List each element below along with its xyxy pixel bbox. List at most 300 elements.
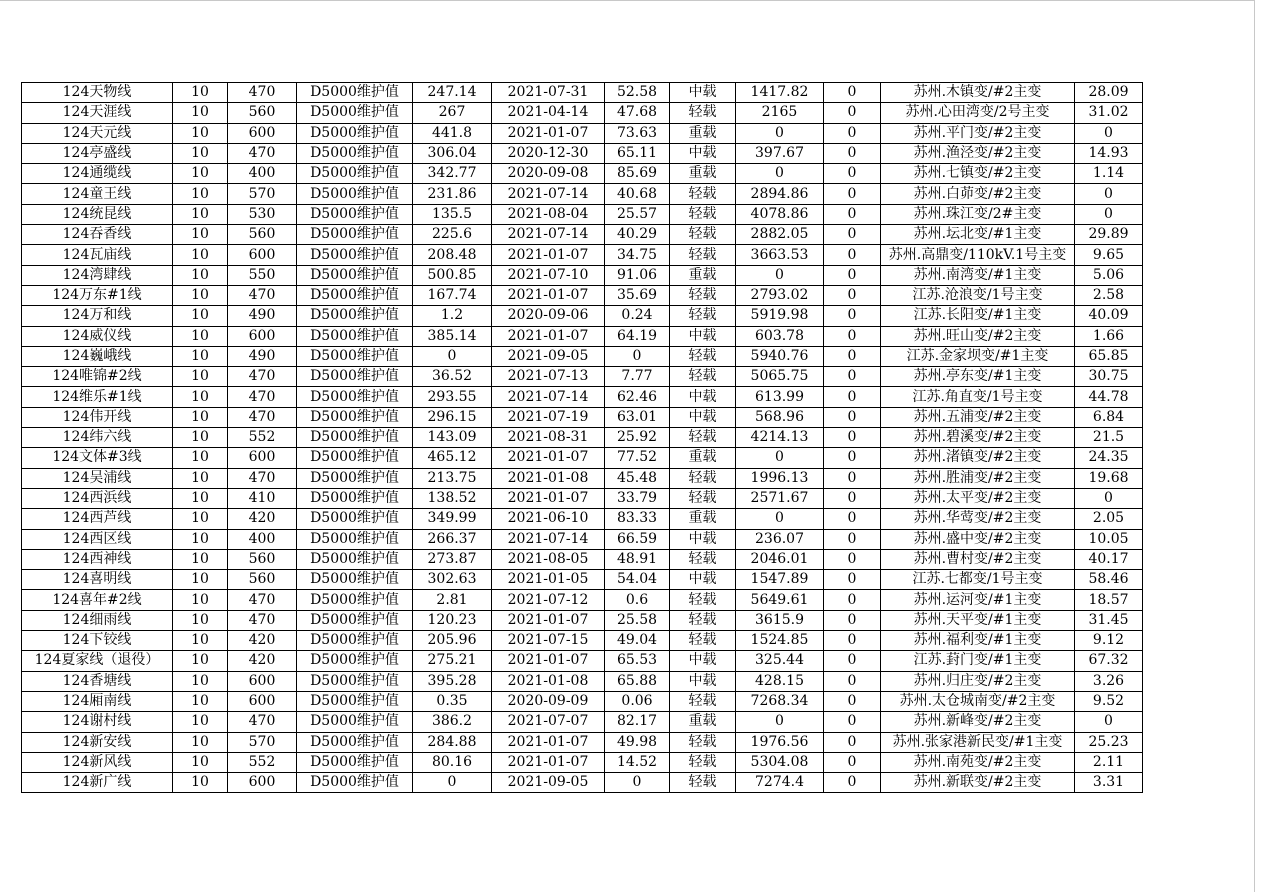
cell-voltage: 10 xyxy=(173,712,228,732)
cell-load-status: 重载 xyxy=(670,712,736,732)
cell-load-value: 293.55 xyxy=(413,387,492,407)
cell-margin: 5649.61 xyxy=(736,590,824,610)
table-row xyxy=(22,752,1143,772)
cell-zero-col: 0 xyxy=(824,387,881,407)
cell-margin: 397.67 xyxy=(736,143,824,163)
cell-line-name: 124通缆线 xyxy=(22,164,173,184)
cell-ratio: 40.09 xyxy=(1075,306,1143,326)
cell-zero-col: 0 xyxy=(824,651,881,671)
cell-source: D5000维护值 xyxy=(297,123,413,143)
cell-load-rate: 65.88 xyxy=(605,671,670,691)
cell-load-value: 267 xyxy=(413,103,492,123)
cell-substation: 江苏.七都变/1号主变 xyxy=(881,570,1075,590)
cell-substation: 苏州.盛中变/#2主变 xyxy=(881,529,1075,549)
cell-line-name: 124夏家线（退役） xyxy=(22,651,173,671)
cell-capacity: 400 xyxy=(228,164,297,184)
cell-load-value: 385.14 xyxy=(413,326,492,346)
cell-zero-col: 0 xyxy=(824,712,881,732)
cell-line-name: 124厢南线 xyxy=(22,691,173,711)
cell-substation: 苏州.张家港新民变/#1主变 xyxy=(881,732,1075,752)
cell-margin: 5919.98 xyxy=(736,306,824,326)
cell-load-rate: 49.98 xyxy=(605,732,670,752)
cell-date: 2021-01-07 xyxy=(492,285,605,305)
cell-source: D5000维护值 xyxy=(297,184,413,204)
cell-substation: 苏州.渔泾变/#2主变 xyxy=(881,143,1075,163)
cell-margin: 2882.05 xyxy=(736,225,824,245)
cell-margin: 0 xyxy=(736,164,824,184)
cell-zero-col: 0 xyxy=(824,326,881,346)
cell-date: 2021-09-05 xyxy=(492,346,605,366)
cell-load-status: 轻载 xyxy=(670,285,736,305)
cell-load-rate: 64.19 xyxy=(605,326,670,346)
cell-load-status: 轻载 xyxy=(670,691,736,711)
cell-load-status: 轻载 xyxy=(670,488,736,508)
cell-date: 2021-01-07 xyxy=(492,732,605,752)
cell-date: 2021-01-07 xyxy=(492,488,605,508)
cell-line-name: 124伟开线 xyxy=(22,407,173,427)
cell-load-rate: 40.68 xyxy=(605,184,670,204)
cell-margin: 1976.56 xyxy=(736,732,824,752)
cell-date: 2021-07-07 xyxy=(492,712,605,732)
cell-ratio: 0 xyxy=(1075,712,1143,732)
cell-voltage: 10 xyxy=(173,488,228,508)
table-row xyxy=(22,549,1143,569)
cell-load-rate: 47.68 xyxy=(605,103,670,123)
cell-load-status: 轻载 xyxy=(670,346,736,366)
cell-date: 2021-01-05 xyxy=(492,570,605,590)
cell-substation: 苏州.华莺变/#2主变 xyxy=(881,509,1075,529)
cell-ratio: 19.68 xyxy=(1075,468,1143,488)
cell-ratio: 9.12 xyxy=(1075,631,1143,651)
cell-margin: 4078.86 xyxy=(736,204,824,224)
cell-substation: 苏州.渚镇变/#2主变 xyxy=(881,448,1075,468)
cell-load-value: 205.96 xyxy=(413,631,492,651)
cell-substation: 苏州.新联变/#2主变 xyxy=(881,773,1075,793)
cell-date: 2020-12-30 xyxy=(492,143,605,163)
cell-substation: 苏州.南湾变/#1主变 xyxy=(881,265,1075,285)
cell-source: D5000维护值 xyxy=(297,509,413,529)
cell-load-rate: 66.59 xyxy=(605,529,670,549)
cell-substation: 苏州.木镇变/#2主变 xyxy=(881,83,1075,103)
cell-capacity: 530 xyxy=(228,204,297,224)
cell-capacity: 600 xyxy=(228,448,297,468)
cell-ratio: 9.52 xyxy=(1075,691,1143,711)
cell-margin: 2793.02 xyxy=(736,285,824,305)
cell-zero-col: 0 xyxy=(824,732,881,752)
cell-margin: 0 xyxy=(736,123,824,143)
cell-load-value: 36.52 xyxy=(413,367,492,387)
cell-substation: 苏州.运河变/#1主变 xyxy=(881,590,1075,610)
cell-line-name: 124西浜线 xyxy=(22,488,173,508)
cell-voltage: 10 xyxy=(173,631,228,651)
cell-source: D5000维护值 xyxy=(297,164,413,184)
cell-substation: 苏州.坛北变/#1主变 xyxy=(881,225,1075,245)
cell-capacity: 560 xyxy=(228,570,297,590)
cell-voltage: 10 xyxy=(173,245,228,265)
cell-capacity: 600 xyxy=(228,773,297,793)
cell-zero-col: 0 xyxy=(824,225,881,245)
cell-substation: 苏州.曹村变/#2主变 xyxy=(881,549,1075,569)
cell-substation: 江苏.沧浪变/1号主变 xyxy=(881,285,1075,305)
cell-margin: 603.78 xyxy=(736,326,824,346)
cell-ratio: 3.26 xyxy=(1075,671,1143,691)
cell-margin: 4214.13 xyxy=(736,428,824,448)
cell-capacity: 560 xyxy=(228,103,297,123)
cell-capacity: 470 xyxy=(228,610,297,630)
cell-load-status: 重载 xyxy=(670,123,736,143)
cell-zero-col: 0 xyxy=(824,448,881,468)
cell-load-rate: 33.79 xyxy=(605,488,670,508)
cell-source: D5000维护值 xyxy=(297,468,413,488)
cell-margin: 0 xyxy=(736,509,824,529)
cell-voltage: 10 xyxy=(173,529,228,549)
cell-ratio: 2.05 xyxy=(1075,509,1143,529)
table-row xyxy=(22,732,1143,752)
cell-load-rate: 45.48 xyxy=(605,468,670,488)
table-row xyxy=(22,285,1143,305)
cell-margin: 5940.76 xyxy=(736,346,824,366)
cell-ratio: 28.09 xyxy=(1075,83,1143,103)
cell-capacity: 600 xyxy=(228,123,297,143)
cell-ratio: 67.32 xyxy=(1075,651,1143,671)
cell-capacity: 470 xyxy=(228,143,297,163)
cell-capacity: 470 xyxy=(228,387,297,407)
cell-source: D5000维护值 xyxy=(297,651,413,671)
cell-load-value: 120.23 xyxy=(413,610,492,630)
cell-voltage: 10 xyxy=(173,387,228,407)
cell-source: D5000维护值 xyxy=(297,265,413,285)
cell-line-name: 124新广线 xyxy=(22,773,173,793)
cell-zero-col: 0 xyxy=(824,204,881,224)
cell-zero-col: 0 xyxy=(824,549,881,569)
cell-margin: 2571.67 xyxy=(736,488,824,508)
cell-source: D5000维护值 xyxy=(297,204,413,224)
cell-ratio: 31.02 xyxy=(1075,103,1143,123)
cell-load-value: 273.87 xyxy=(413,549,492,569)
cell-source: D5000维护值 xyxy=(297,590,413,610)
cell-zero-col: 0 xyxy=(824,610,881,630)
cell-zero-col: 0 xyxy=(824,346,881,366)
cell-line-name: 124维乐#1线 xyxy=(22,387,173,407)
cell-date: 2020-09-09 xyxy=(492,691,605,711)
cell-voltage: 10 xyxy=(173,590,228,610)
cell-capacity: 470 xyxy=(228,590,297,610)
cell-ratio: 5.06 xyxy=(1075,265,1143,285)
cell-margin: 325.44 xyxy=(736,651,824,671)
table-row xyxy=(22,164,1143,184)
cell-load-value: 302.63 xyxy=(413,570,492,590)
cell-margin: 0 xyxy=(736,712,824,732)
cell-date: 2021-08-04 xyxy=(492,204,605,224)
cell-substation: 苏州.太仓城南变/#2主变 xyxy=(881,691,1075,711)
cell-ratio: 58.46 xyxy=(1075,570,1143,590)
cell-line-name: 124细雨线 xyxy=(22,610,173,630)
cell-capacity: 600 xyxy=(228,245,297,265)
cell-zero-col: 0 xyxy=(824,631,881,651)
cell-zero-col: 0 xyxy=(824,184,881,204)
cell-load-value: 143.09 xyxy=(413,428,492,448)
cell-zero-col: 0 xyxy=(824,691,881,711)
cell-ratio: 21.5 xyxy=(1075,428,1143,448)
cell-capacity: 470 xyxy=(228,367,297,387)
cell-ratio: 6.84 xyxy=(1075,407,1143,427)
cell-date: 2021-08-31 xyxy=(492,428,605,448)
cell-voltage: 10 xyxy=(173,184,228,204)
cell-source: D5000维护值 xyxy=(297,712,413,732)
cell-load-status: 轻载 xyxy=(670,245,736,265)
cell-line-name: 124喜年#2线 xyxy=(22,590,173,610)
cell-load-status: 轻载 xyxy=(670,428,736,448)
cell-load-status: 轻载 xyxy=(670,184,736,204)
cell-capacity: 600 xyxy=(228,671,297,691)
cell-substation: 苏州.五浦变/#2主变 xyxy=(881,407,1075,427)
cell-ratio: 0 xyxy=(1075,184,1143,204)
cell-load-status: 中载 xyxy=(670,570,736,590)
cell-ratio: 40.17 xyxy=(1075,549,1143,569)
cell-source: D5000维护值 xyxy=(297,387,413,407)
table-row xyxy=(22,123,1143,143)
cell-substation: 苏州.高鼎变/110kV.1号主变 xyxy=(881,245,1075,265)
cell-source: D5000维护值 xyxy=(297,773,413,793)
cell-substation: 苏州.旺山变/#2主变 xyxy=(881,326,1075,346)
cell-margin: 613.99 xyxy=(736,387,824,407)
cell-line-name: 124吞香线 xyxy=(22,225,173,245)
cell-source: D5000维护值 xyxy=(297,631,413,651)
cell-zero-col: 0 xyxy=(824,488,881,508)
cell-ratio: 0 xyxy=(1075,488,1143,508)
table-row xyxy=(22,428,1143,448)
cell-ratio: 9.65 xyxy=(1075,245,1143,265)
table-row xyxy=(22,631,1143,651)
cell-zero-col: 0 xyxy=(824,529,881,549)
cell-date: 2021-04-14 xyxy=(492,103,605,123)
cell-source: D5000维护值 xyxy=(297,346,413,366)
cell-line-name: 124天物线 xyxy=(22,83,173,103)
cell-load-rate: 7.77 xyxy=(605,367,670,387)
cell-zero-col: 0 xyxy=(824,590,881,610)
cell-line-name: 124西芦线 xyxy=(22,509,173,529)
cell-voltage: 10 xyxy=(173,326,228,346)
cell-voltage: 10 xyxy=(173,732,228,752)
cell-substation: 苏州.南苑变/#2主变 xyxy=(881,752,1075,772)
cell-load-value: 275.21 xyxy=(413,651,492,671)
cell-date: 2021-07-14 xyxy=(492,387,605,407)
cell-substation: 苏州.平门变/#2主变 xyxy=(881,123,1075,143)
cell-ratio: 30.75 xyxy=(1075,367,1143,387)
cell-margin: 3615.9 xyxy=(736,610,824,630)
cell-line-name: 124万东#1线 xyxy=(22,285,173,305)
cell-source: D5000维护值 xyxy=(297,103,413,123)
cell-load-value: 500.85 xyxy=(413,265,492,285)
cell-substation: 苏州.福利变/#1主变 xyxy=(881,631,1075,651)
table-body xyxy=(22,83,1143,793)
cell-source: D5000维护值 xyxy=(297,529,413,549)
cell-load-status: 轻载 xyxy=(670,752,736,772)
cell-date: 2021-09-05 xyxy=(492,773,605,793)
table-row xyxy=(22,326,1143,346)
cell-zero-col: 0 xyxy=(824,752,881,772)
cell-load-value: 266.37 xyxy=(413,529,492,549)
cell-voltage: 10 xyxy=(173,509,228,529)
cell-source: D5000维护值 xyxy=(297,326,413,346)
cell-zero-col: 0 xyxy=(824,306,881,326)
cell-margin: 1417.82 xyxy=(736,83,824,103)
cell-date: 2021-01-07 xyxy=(492,651,605,671)
cell-source: D5000维护值 xyxy=(297,570,413,590)
cell-line-name: 124统昆线 xyxy=(22,204,173,224)
cell-source: D5000维护值 xyxy=(297,83,413,103)
cell-load-rate: 49.04 xyxy=(605,631,670,651)
cell-line-name: 124西神线 xyxy=(22,549,173,569)
cell-date: 2021-07-19 xyxy=(492,407,605,427)
table-row xyxy=(22,83,1143,103)
table-row xyxy=(22,651,1143,671)
cell-margin: 7268.34 xyxy=(736,691,824,711)
cell-load-rate: 73.63 xyxy=(605,123,670,143)
cell-load-value: 80.16 xyxy=(413,752,492,772)
table-row xyxy=(22,103,1143,123)
cell-date: 2021-07-13 xyxy=(492,367,605,387)
cell-load-rate: 0.6 xyxy=(605,590,670,610)
cell-voltage: 10 xyxy=(173,773,228,793)
cell-margin: 1547.89 xyxy=(736,570,824,590)
cell-capacity: 420 xyxy=(228,651,297,671)
cell-line-name: 124文体#3线 xyxy=(22,448,173,468)
cell-load-rate: 0.24 xyxy=(605,306,670,326)
cell-margin: 0 xyxy=(736,265,824,285)
table-row xyxy=(22,468,1143,488)
table-row xyxy=(22,448,1143,468)
cell-zero-col: 0 xyxy=(824,164,881,184)
cell-zero-col: 0 xyxy=(824,123,881,143)
cell-line-name: 124威仪线 xyxy=(22,326,173,346)
cell-ratio: 18.57 xyxy=(1075,590,1143,610)
cell-load-rate: 77.52 xyxy=(605,448,670,468)
cell-voltage: 10 xyxy=(173,346,228,366)
cell-load-rate: 52.58 xyxy=(605,83,670,103)
cell-voltage: 10 xyxy=(173,407,228,427)
cell-line-name: 124香塘线 xyxy=(22,671,173,691)
cell-load-rate: 35.69 xyxy=(605,285,670,305)
cell-load-status: 中载 xyxy=(670,529,736,549)
cell-capacity: 470 xyxy=(228,285,297,305)
cell-substation: 江苏.葑门变/#1主变 xyxy=(881,651,1075,671)
cell-source: D5000维护值 xyxy=(297,306,413,326)
cell-capacity: 490 xyxy=(228,346,297,366)
cell-capacity: 552 xyxy=(228,752,297,772)
cell-load-rate: 25.57 xyxy=(605,204,670,224)
cell-load-value: 441.8 xyxy=(413,123,492,143)
cell-substation: 苏州.七镇变/#2主变 xyxy=(881,164,1075,184)
cell-load-status: 轻载 xyxy=(670,468,736,488)
cell-load-value: 342.77 xyxy=(413,164,492,184)
table-row xyxy=(22,691,1143,711)
cell-source: D5000维护值 xyxy=(297,225,413,245)
cell-capacity: 400 xyxy=(228,529,297,549)
cell-source: D5000维护值 xyxy=(297,245,413,265)
cell-substation: 苏州.归庄变/#2主变 xyxy=(881,671,1075,691)
cell-line-name: 124巍峨线 xyxy=(22,346,173,366)
cell-ratio: 2.58 xyxy=(1075,285,1143,305)
cell-load-status: 中载 xyxy=(670,83,736,103)
cell-ratio: 3.31 xyxy=(1075,773,1143,793)
cell-ratio: 24.35 xyxy=(1075,448,1143,468)
cell-line-name: 124新风线 xyxy=(22,752,173,772)
cell-load-status: 重载 xyxy=(670,164,736,184)
cell-source: D5000维护值 xyxy=(297,732,413,752)
cell-date: 2021-06-10 xyxy=(492,509,605,529)
cell-line-name: 124亭盛线 xyxy=(22,143,173,163)
cell-capacity: 420 xyxy=(228,631,297,651)
cell-voltage: 10 xyxy=(173,164,228,184)
cell-voltage: 10 xyxy=(173,570,228,590)
cell-date: 2021-07-12 xyxy=(492,590,605,610)
cell-voltage: 10 xyxy=(173,204,228,224)
cell-margin: 428.15 xyxy=(736,671,824,691)
table-row xyxy=(22,488,1143,508)
cell-ratio: 31.45 xyxy=(1075,610,1143,630)
cell-source: D5000维护值 xyxy=(297,428,413,448)
cell-load-value: 231.86 xyxy=(413,184,492,204)
cell-source: D5000维护值 xyxy=(297,549,413,569)
cell-load-value: 138.52 xyxy=(413,488,492,508)
cell-source: D5000维护值 xyxy=(297,691,413,711)
cell-margin: 2046.01 xyxy=(736,549,824,569)
cell-line-name: 124万和线 xyxy=(22,306,173,326)
cell-zero-col: 0 xyxy=(824,83,881,103)
cell-load-value: 306.04 xyxy=(413,143,492,163)
cell-margin: 7274.4 xyxy=(736,773,824,793)
cell-substation: 苏州.碧溪变/#2主变 xyxy=(881,428,1075,448)
cell-capacity: 490 xyxy=(228,306,297,326)
cell-capacity: 570 xyxy=(228,732,297,752)
cell-line-name: 124下铰线 xyxy=(22,631,173,651)
cell-load-value: 296.15 xyxy=(413,407,492,427)
cell-line-name: 124天涯线 xyxy=(22,103,173,123)
cell-load-value: 284.88 xyxy=(413,732,492,752)
cell-load-status: 轻载 xyxy=(670,225,736,245)
cell-date: 2020-09-08 xyxy=(492,164,605,184)
cell-source: D5000维护值 xyxy=(297,367,413,387)
cell-date: 2021-01-07 xyxy=(492,448,605,468)
table-row xyxy=(22,387,1143,407)
table-row xyxy=(22,346,1143,366)
cell-load-status: 轻载 xyxy=(670,103,736,123)
cell-zero-col: 0 xyxy=(824,509,881,529)
cell-ratio: 25.23 xyxy=(1075,732,1143,752)
cell-source: D5000维护值 xyxy=(297,448,413,468)
cell-load-status: 重载 xyxy=(670,265,736,285)
cell-load-value: 0.35 xyxy=(413,691,492,711)
cell-zero-col: 0 xyxy=(824,143,881,163)
cell-substation: 苏州.珠江变/2#主变 xyxy=(881,204,1075,224)
table-row xyxy=(22,773,1143,793)
table-row xyxy=(22,610,1143,630)
cell-line-name: 124新安线 xyxy=(22,732,173,752)
cell-line-name: 124湾肆线 xyxy=(22,265,173,285)
cell-source: D5000维护值 xyxy=(297,752,413,772)
cell-load-value: 135.5 xyxy=(413,204,492,224)
cell-voltage: 10 xyxy=(173,285,228,305)
cell-voltage: 10 xyxy=(173,549,228,569)
cell-load-status: 轻载 xyxy=(670,367,736,387)
cell-load-rate: 65.53 xyxy=(605,651,670,671)
cell-date: 2021-01-07 xyxy=(492,752,605,772)
cell-capacity: 560 xyxy=(228,549,297,569)
cell-line-name: 124唯锦#2线 xyxy=(22,367,173,387)
cell-substation: 苏州.白茆变/#2主变 xyxy=(881,184,1075,204)
cell-load-status: 中载 xyxy=(670,387,736,407)
